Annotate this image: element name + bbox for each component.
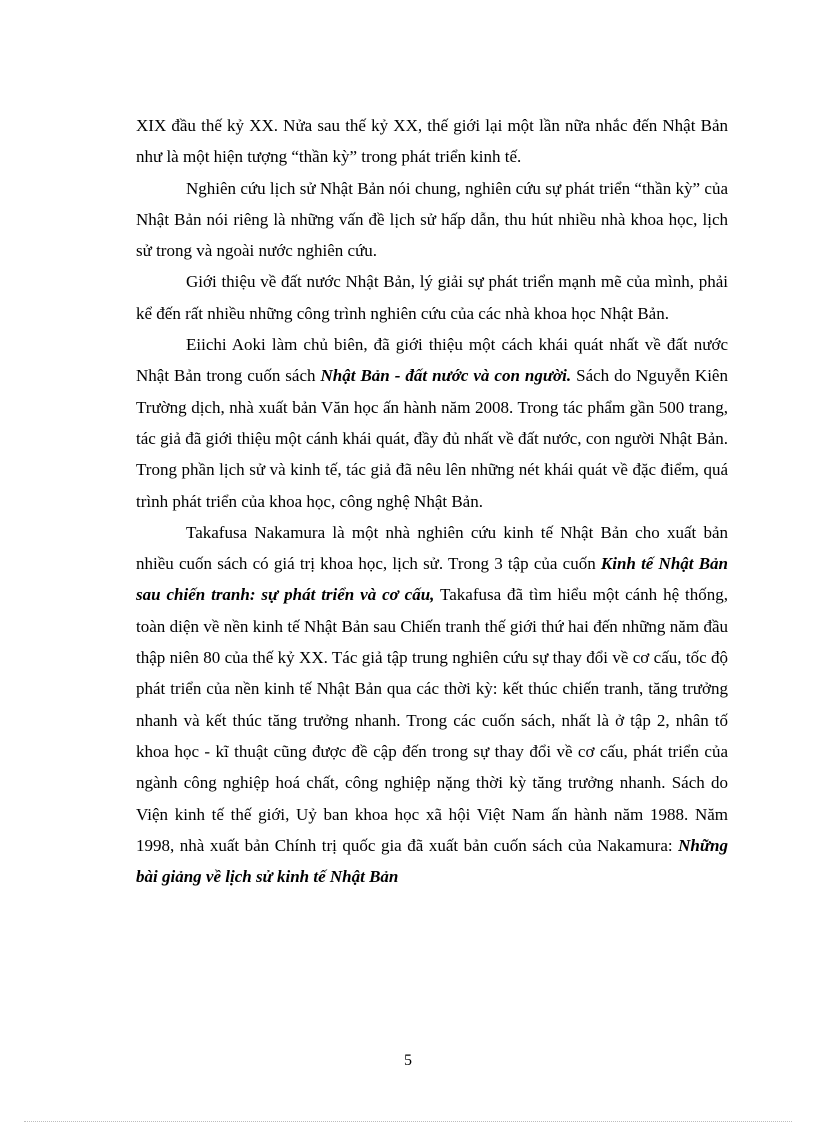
body-text [136, 110, 728, 892]
paragraph-eiichi-aoki: Eiichi Aoki làm chủ biên, đã giới thiệu một cách khái quát nhất về đất nước Nhật Bản trong cuốn sách Nhật Bản - đất nước và con người. Sách do Nguyễn Kiên Trường dịch, nhà xuất bản Văn học ấn hành năm 2008. Trong tác phẩm gần 500 trang, tác giả đã giới thiệu một cánh khái quát, đầy đủ nhất về đất nước, con người Nhật Bản. Trong phần lịch sử và kinh tế, tác giả đã nêu lên những nét khái quát về đặc điểm, quá trình phát triển của khoa học, công nghệ Nhật Bản. [136, 335, 728, 511]
paragraph-continued: XIX đầu thế kỷ XX. Nửa sau thế kỷ XX, thế giới lại một lần nữa nhắc đến Nhật Bản như là một hiện tượng “thần kỳ” trong phát triển kinh tế. [136, 116, 728, 167]
book-title-japan-country-people: Nhật Bản - đất nước và con người. [320, 366, 572, 386]
paragraph-takafusa-nakamura: Takafusa Nakamura là một nhà nghiên cứu kinh tế Nhật Bản cho xuất bản nhiều cuốn sách có giá trị khoa học, lịch sử. Trong 3 tập của cuốn Kinh tế Nhật Bản sau chiến tranh: sự phát triển và cơ cấu, Takafusa đã tìm hiểu một cánh hệ thống, toàn diện về nền kinh tế Nhật Bản sau Chiến tranh thế giới thứ hai đến những năm đầu thập niên 80 của thế kỷ XX. Tác giả tập trung nghiên cứu sự thay đổi về cơ cấu, tốc độ phát triển của nền kinh tế Nhật Bản qua các thời kỳ: kết thúc chiến tranh, tăng trưởng nhanh và kết thúc tăng trưởng nhanh. Trong các cuốn sách, nhất là ở tập 2, nhân tố khoa học - kĩ thuật cũng được đề cập đến trong sự thay đổi về cơ cấu, phát triển của ngành công nghiệp hoá chất, công nghiệp nặng thời kỳ tăng trưởng nhanh. Sách do Viện kinh tế thế giới, Uỷ ban khoa học xã hội Việt Nam ấn hành năm 1988. Năm 1998, nhà xuất bản Chính trị quốc gia đã xuất bản cuốn sách của Nakamura: Những bài giảng về lịch sử kinh tế Nhật Bản [136, 522, 728, 887]
page-bottom-border [24, 1121, 792, 1122]
paragraph-introduction: Giới thiệu về đất nước Nhật Bản, lý giải sự phát triển mạnh mẽ của mình, phải kể đến rất nhiều những công trình nghiên cứu của các nhà khoa học Nhật Bản. [136, 272, 728, 323]
book-title-economic-history-lectures: Những bài giảng về lịch sử kinh tế Nhật Bản [136, 835, 728, 887]
paragraph-research-overview: Nghiên cứu lịch sử Nhật Bản nói chung, nghiên cứu sự phát triển “thần kỳ” của Nhật Bản nói riêng là những vấn đề lịch sử hấp dẫn, thu hút nhiều nhà khoa học, lịch sử trong và ngoài nước nghiên cứu. [136, 178, 728, 261]
book-title-postwar-economy: Kinh tế Nhật Bản sau chiến tranh: sự phát triển và cơ cấu, [136, 554, 728, 605]
page-number: 5 [404, 1052, 412, 1069]
